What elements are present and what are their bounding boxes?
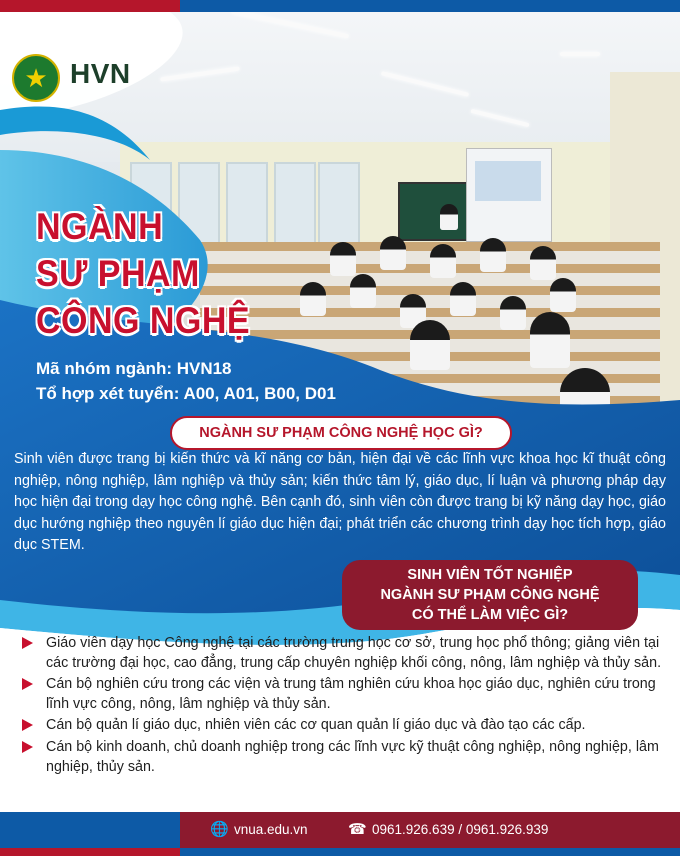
section-body-what-to-study: Sinh viên được trang bị kiến thức và kĩ năng cơ bản, hiện đại về các lĩnh vực khoa học kĩ thuật công nghiệp, nông nghiệp, lâm nghiệp và thủy sản; kiến thức tâm lý, giáo dục, lí luận và phương pháp dạy học hiện đại trong dạy học công nghệ. Bên cạnh đó, sinh viên còn được trang bị kỹ năng dạy học, giáo dục hướng nghiệp theo nguyên lí giáo dục hiện đại; phát triển các chương trình dạy học tích hợp, giáo dục STEM. — [14, 451, 666, 554]
title-line-2: SƯ PHẠM — [36, 253, 200, 294]
list-item: Cán bộ nghiên cứu trong các viện và trung tâm nghiên cứu khoa học giáo dục, nghiên cứu trong lĩnh vực công, nông, lâm nghiệp và thủy sản. — [20, 675, 666, 714]
website-link[interactable] — [210, 821, 308, 839]
triangle-bullet-icon — [22, 678, 33, 690]
list-item: Cán bộ quản lí giáo dục, nhiên viên các cơ quan quản lí giáo dục và đào tạo các cấp. — [20, 716, 666, 736]
title-line-3: CÔNG NGHỆ — [36, 300, 251, 341]
phone-text: 0961.926.639 / 0961.926.939 — [372, 822, 549, 837]
careers-heading-line-1: SINH VIÊN TỐT NGHIỆP — [407, 567, 573, 583]
phone-contact[interactable] — [348, 821, 548, 839]
hvn-logo — [12, 54, 60, 102]
title-line-1: NGÀNH — [36, 206, 164, 247]
careers-list — [20, 634, 666, 779]
phone-icon: ☎ — [348, 821, 367, 838]
list-item: Giáo viên dạy học Công nghệ tại các trường trung học cơ sở, trung học phổ thông; giảng viên tại các trường đại học, cao đẳng, trung cấp chuyên nghiệp khối công, nông, lâm nghiệp và thủy sản. — [20, 634, 666, 673]
triangle-bullet-icon — [22, 719, 33, 731]
group-code: Mã nhóm ngành: HVN18 — [36, 359, 232, 378]
list-item: Cán bộ kinh doanh, chủ doanh nghiệp trong các lĩnh vực kỹ thuật công nghiệp, nông nghiệp, lâm nghiệp, thủy sản. — [20, 738, 666, 777]
triangle-bullet-icon — [22, 741, 33, 753]
admission-combinations: Tổ hợp xét tuyển: A00, A01, B00, D01 — [36, 384, 336, 403]
careers-heading-line-2: NGÀNH SƯ PHẠM CÔNG NGHỆ — [380, 587, 600, 603]
website-text: vnua.edu.vn — [234, 822, 308, 837]
globe-icon: 🌐 — [210, 821, 229, 838]
logo-text: HVN — [70, 58, 131, 89]
star-emblem-icon: ★ — [24, 63, 48, 93]
careers-heading-line-3: CÓ THỂ LÀM VIỆC GÌ? — [411, 607, 569, 623]
triangle-bullet-icon — [22, 637, 33, 649]
footer — [0, 812, 680, 856]
section-heading-what-to-study: NGÀNH SƯ PHẠM CÔNG NGHỆ HỌC GÌ? — [170, 416, 512, 450]
section-heading-careers — [342, 560, 638, 630]
